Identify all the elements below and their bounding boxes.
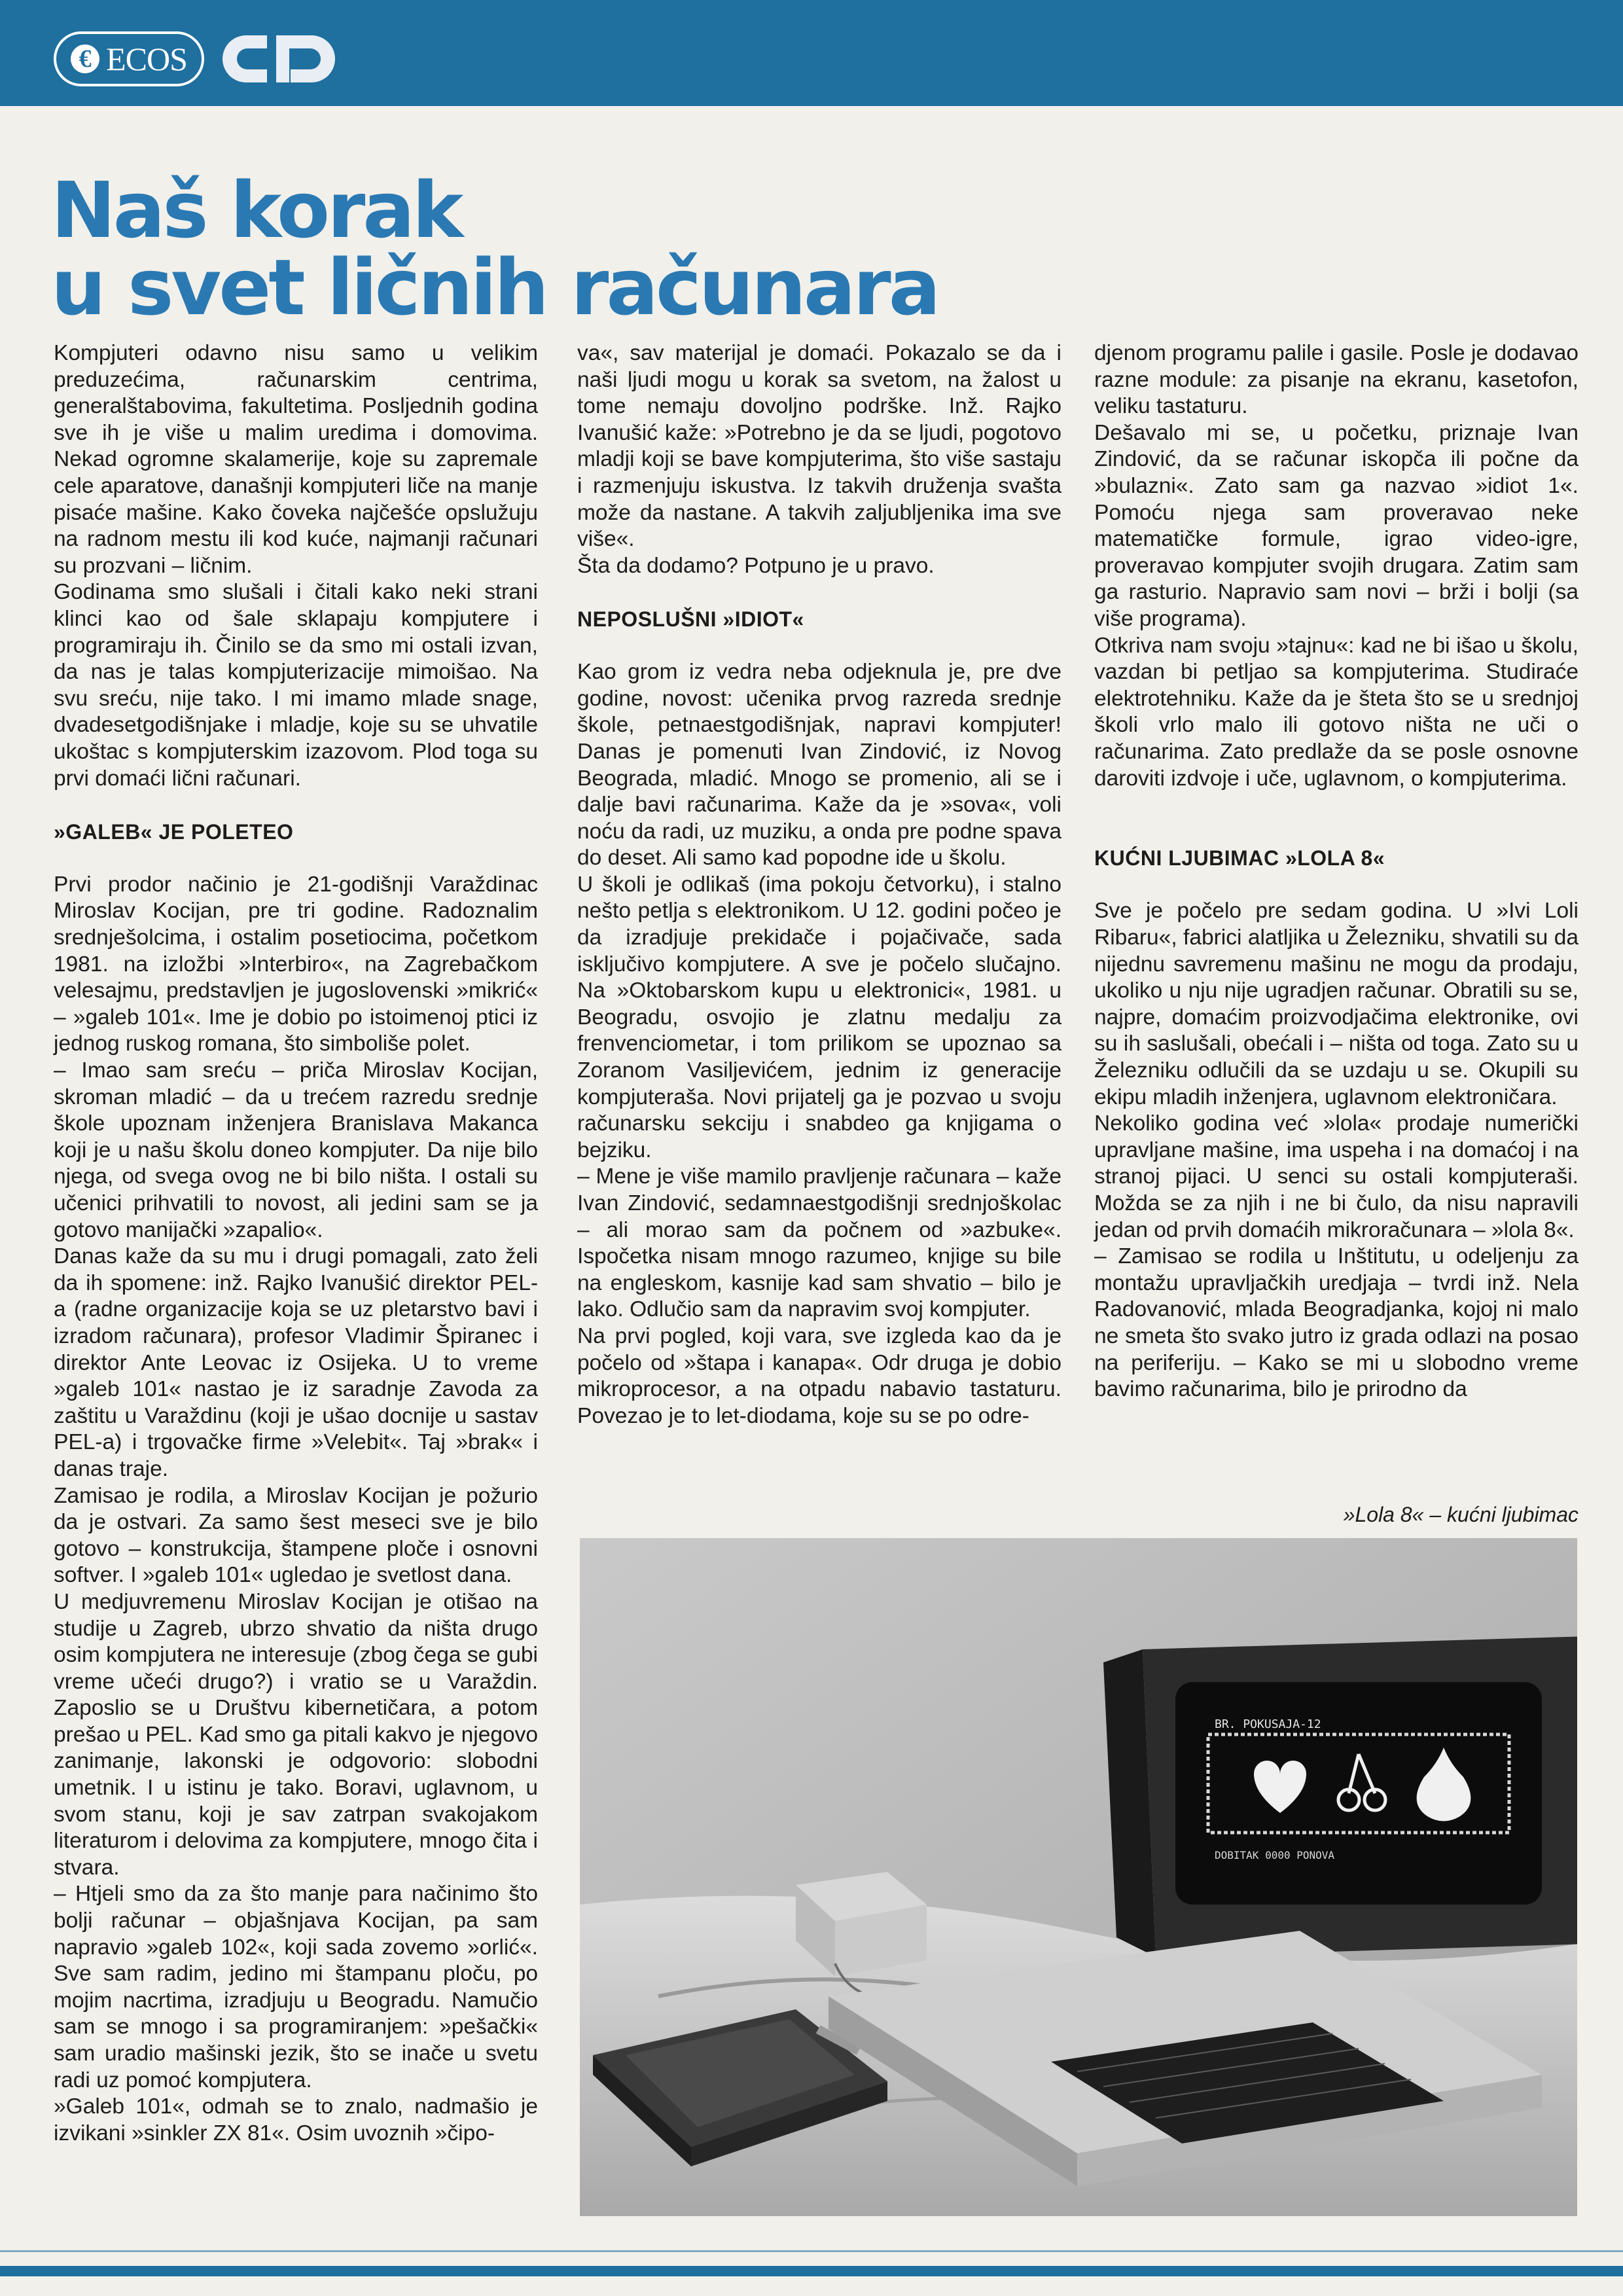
paragraph: Zamisao je rodila, a Miroslav Kocijan je požurio da je ostvari. Za samo šest meseci sve je bilo gotovo – konstrukcija, štampene ploče i osnovni softver. I »galeb 101« ugledao je svetlost dana. [54, 1483, 538, 1588]
paragraph: Danas kaže da su mu i drugi pomagali, zato želi da ih spomene: inž. Rajko Ivanušić direktor PEL-a (radne organizacije koja se uz pletarstvo bavi i izradom računara), profesor Vladimir Špiranec i direktor Ante Leovac iz Osijeka. U to vreme »galeb 101« nastao je iz saradnje Zavoda za zaštitu u Varaždinu (koji je ušao docnije u sastav PEL-a) i trgovačke firme »Velebit«. Taj »brak« i danas traje. [54, 1244, 538, 1481]
paragraph: »Galeb 101«, odmah se to znalo, nadmašio je izvikani »sinkler ZX 81«. Osim uvoznih »čipo- [54, 2094, 538, 2145]
paragraph: – Zamisao se rodila u Inštitutu, u odeljenju za montažu upravljačkih uredjaja – tvrdi inž. Nela Radovanović, mlada Beogradjanka, kojoj ni malo ne smeta što svako jutro iz grada odlazi na posao na periferiju. – Kako se mi u slobodno vreme bavimo računarima, bilo je prirodno da [1094, 1244, 1578, 1402]
paragraph: – Htjeli smo da za što manje para načinimo što bolji računar – objašnjava Kocijan, pa sam napravio »galeb 102«, koji sada zovemo »orlić«. Sve sam radim, jedino mi štampanu ploču, po mojim nacrtima, izradjuju u Beogradu. Namučio sam se mnogo i sa programiranjem: »pešački« sam uradio mašinski jezik, što se inače u svetu radi uz pomoć kompjutera. [54, 1882, 538, 2092]
cp-logo-icon [220, 27, 338, 90]
headline-line-1: Naš korak [51, 165, 461, 255]
ecos-logo [54, 31, 204, 86]
paragraph: Godinama smo slušali i čitali kako neki strani klinci kao od šale sklapaju kompjutere i programiraju ih. Činilo se da smo mi ostali izvan, da nas je talas kompjuterizacije mimoišao. Na svu sreću, nije tako. I mi imamo mlade snage, dvadesetgodišnjake i mladje, koje su se uhvatile ukoštac s kompjuterskim izazovom. Plod toga su prvi domaći lični računari. [54, 580, 538, 791]
screen-title: BR. POKUSAJA-12 [1215, 1717, 1321, 1731]
paragraph: djenom programu palile i gasile. Posle je dodavao razne module: za pisanje na ekranu, kasetofon, veliku tastaturu. [1094, 341, 1578, 419]
paragraph: Na prvi pogled, koji vara, sve izgleda kao da je počelo od »štapa i kanapa«. Odr druga je dobio mikroprocesor, a na otpadu nabavio tastaturu. Povezao je to let-diodama, koje su se po odre- [577, 1323, 1061, 1428]
paragraph: Nekoliko godina već »lola« prodaje numerički upravljane mašine, ima uspeha i na domaćoj i na stranoj pijaci. U senci su ostali kompjuteraši. Možda se za njih i ne bi čulo, da nisu napravili jedan od prvih domaćih mikroračunara – »lola 8«. [1094, 1111, 1578, 1242]
paragraph: Prvi prodor načinio je 21-godišnji Varaždinac Miroslav Kocijan, pre tri godine. Radoznalim srednješolcima, i ostalim posetiocima, početkom 1981. na izložbi »Interbiro«, na Zagrebačkom velesajmu, predstavljen je jugoslovenski »mikrić« – »galeb 101«. Ime je dobio po istoimenoj ptici iz jednog ruskog romana, što simboliše polet. [54, 872, 538, 1056]
article-column-1 [54, 340, 538, 2147]
paragraph: va«, sav materijal je domaći. Pokazalo se da i naši ljudi mogu u korak sa svetom, na žalost u tome nemaju dovoljno podrške. Inž. Rajko Ivanušić kaže: »Potrebno je da se ljudi, pogotovo mladji koji se bave kompjuterima, što više sastaju i razmenjuju iskustva. Iz takvih druženja svašta može da nastane. A takvih zaljubljenika ima sve više«. [577, 341, 1061, 552]
tv-monitor [1103, 1636, 1577, 1957]
paragraph: Otkriva nam svoju »tajnu«: kad ne bi išao u školu, vazdan bi petljao sa kompjuterima. Studiraće elektrotehniku. Kaže da je šteta što se u srednjoj školi vrlo malo ili gotovo ništa ne uči o računarima. Zato predlaže da se posle osnovne daroviti izdvoje i uče, uglavnom, o kompjuterima. [1094, 633, 1578, 791]
paragraph: U školi je odlikaš (ima pokoju četvorku), i stalno nešto petlja s elektronikom. U 12. godini počeo je da izradjuje prekidače i pojačivače, sada isključivo kompjutere. A sve je počelo slučajno. Na »Oktobarskom kupu u elektronici«, 1981. u Beogradu, osvojio je zlatnu medalju za frenvenciometar, i tom prilikom se upoznao sa Zoranom Vasiljevićem, jednim iz generacije kompjuteraša. Novi prijatelj ga je pozvao u svoju računarsku sekciju i snabdeo ga knjigama o bejziku. [577, 872, 1061, 1162]
article-headline [51, 165, 1033, 332]
section-heading: KUĆNI LJUBIMAC »LOLA 8« [1094, 846, 1385, 870]
paragraph: Šta da dodamo? Potpuno je u pravo. [577, 553, 935, 578]
lola-8-computer-photo [580, 1538, 1577, 2216]
paragraph: – Mene je više mamilo pravljenje računara – kaže Ivan Zindović, sedamnaestgodišnji srednjoškolac – ali morao sam da počnem od »azbuke«. Ispočetka nisam mnogo razumeo, knjige su bile na engleskom, kasnije kad sam shvatio – bilo je lako. Odlučio sam da napravim svoj kompjuter. [577, 1164, 1061, 1322]
article-column-3 [1094, 340, 1578, 1403]
paragraph: Sve je počelo pre sedam godina. U »Ivi Loli Ribaru«, fabrici alatljika u Železniku, shvatili su da nijednu savremenu mašinu ne mogu da prodaju, ukoliko u nju nije ugradjen računar. Obratili su se, najpre, domaćim proizvodjačima elektronike, ovi su ih saslušali, obećali i – ništa od toga. Zato su u Železniku odlučili da se uzdaju u se. Okupili su ekipu mladih inženjera, uglavnom elektroničara. [1094, 899, 1578, 1109]
paragraph: – Imao sam sreću – priča Miroslav Kocijan, skroman mladić – da u trećem razredu srednje škole upoznam inženjera Branislava Makanca koji je u našu školu doneo kompjuter. Da nije bilo njega, od svega ovog ne bi bilo ništa. I ostali su učenici prihvatili to novost, ali jedini sam se ja gotovo manijački »zapalio«. [54, 1058, 538, 1242]
paragraph: Kao grom iz vedra neba odjeknula je, pre dve godine, novost: učenika prvog razreda srednje škole, petnaestgodišnjak, napravi kompjuter! Danas je pomenuti Ivan Zindović, iz Novog Beograda, mladić. Mnogo se promenio, ali se i dalje bavi računarima. Kaže da je »sova«, voli noću da radi, uz muziku, a onda pre podne spava do deset. Ali samo kad popodne ide u školu. [577, 660, 1061, 870]
article-column-2 [577, 340, 1061, 1429]
ecos-mark-icon: € [71, 45, 99, 73]
headline-line-2: u svet ličnih računara [51, 242, 938, 332]
paragraph: U medjuvremenu Miroslav Kocijan je otišao na studije u Zagreb, ubrzo shvatio da ništa drugo osim kompjutera ne interesuje (zbog čega se gubi vreme učeći drugo?) i vratio se u Varaždin. Zaposlio se u Društvu kibernetičara, a potom prešao u PEL. Kad smo ga pitali kakvo je njegovo zanimanje, lakonski je odgovorio: slobodni umetnik. I u istinu je tako. Boravi, uglavnom, u svom stanu, koji je sav zatrpan svakojakom literaturom i delovima za kompjutere, mnogo čita i stvara. [54, 1589, 538, 1880]
screen-footer: DOBITAK 0000 PONOVA [1215, 1849, 1335, 1861]
bottom-band [0, 2266, 1623, 2276]
photo-caption: »Lola 8« – kućni ljubimac [1343, 1503, 1578, 1526]
section-heading: NEPOSLUŠNI »IDIOT« [577, 607, 804, 631]
section-heading: »GALEB« JE POLETEO [54, 819, 294, 844]
bottom-rule [0, 2250, 1623, 2252]
paragraph: Dešavalo mi se, u početku, priznaje Ivan Zindović, da se računar iskopča ili počne da »bulazni«. Zato sam ga nazvao »idiot 1«. Pomoću njega sam proveravao neke matematičke formule, igrao video-igre, proveravao kompjuter svojih drugara. Zatim sam ga rasturio. Napravio sam novi – brži i bolji (sa više programa). [1094, 420, 1578, 631]
ecos-logo-text: ECOS [106, 41, 187, 77]
paragraph: Kompjuteri odavno nisu samo u velikim preduzećima, računarskim centrima, generalštabovima, fakultetima. Posljednih godina sve ih je više u malim uredima i domovima. Nekad ogromne skalamerije, koje su zapremale cele aparatove, današnji kompjuteri liče na manje pisaće mašine. Kako čoveka najčešće opslužuju na radnom mestu ili kod kuće, najmanji računari su prozvani – ličnim. [54, 341, 538, 578]
